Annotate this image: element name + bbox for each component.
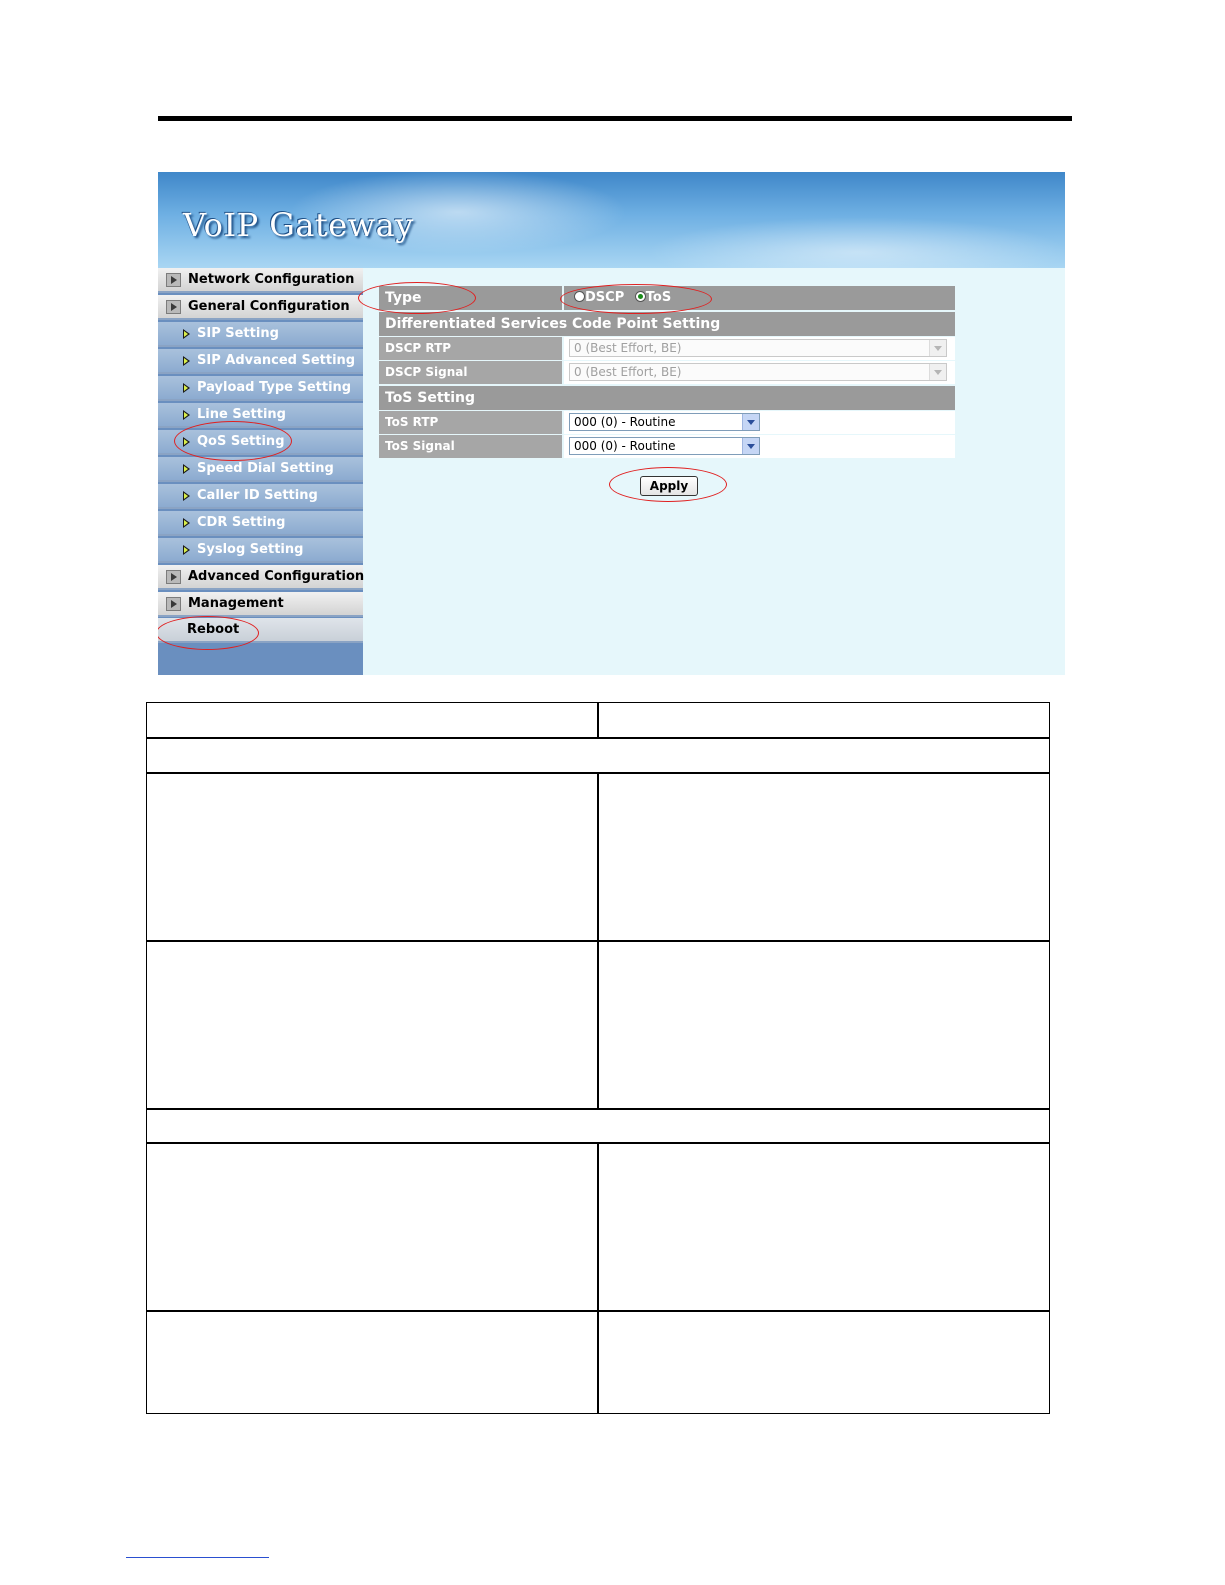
sidebar xyxy=(158,268,363,675)
tos-signal-select[interactable]: 000 (0) - Routine xyxy=(569,437,760,455)
description-table xyxy=(146,702,1050,1414)
sidebar-item-advanced-configuration[interactable] xyxy=(158,565,363,590)
sidebar-item-general-configuration[interactable] xyxy=(158,295,363,320)
sidebar-item-line-setting[interactable] xyxy=(158,403,363,428)
table-row-divider xyxy=(147,737,1049,739)
expand-arrow-icon xyxy=(166,597,181,611)
sidebar-item-label: SIP Advanced Setting xyxy=(197,353,356,368)
sidebar-item-label: Payload Type Setting xyxy=(197,380,352,395)
sidebar-item-payload-type-setting[interactable] xyxy=(158,376,363,401)
expand-arrow-icon xyxy=(166,300,181,314)
dscp-rtp-select[interactable]: 0 (Best Effort, BE) xyxy=(569,339,947,357)
tos-rtp-label: ToS RTP xyxy=(379,411,562,434)
tos-rtp-select[interactable]: 000 (0) - Routine xyxy=(569,413,760,431)
sidebar-item-caller-id-setting[interactable] xyxy=(158,484,363,509)
bullet-arrow-icon xyxy=(183,491,190,501)
dscp-signal-row xyxy=(379,361,955,384)
bullet-arrow-icon xyxy=(183,518,190,528)
dscp-rtp-row xyxy=(379,337,955,360)
bullet-arrow-icon xyxy=(183,464,190,474)
table-column-divider xyxy=(597,1142,599,1413)
sidebar-item-label: Speed Dial Setting xyxy=(197,461,334,476)
radio-on-icon xyxy=(635,291,646,302)
chevron-down-icon xyxy=(742,414,759,430)
bullet-arrow-icon xyxy=(183,545,190,555)
tos-signal-label: ToS Signal xyxy=(379,435,562,458)
header-banner xyxy=(158,172,1065,268)
chevron-down-icon xyxy=(742,438,759,454)
sidebar-item-label: SIP Setting xyxy=(197,326,279,341)
sidebar-item-label: General Configuration xyxy=(188,299,350,314)
sidebar-item-network-configuration[interactable] xyxy=(158,268,363,293)
tos-signal-row xyxy=(379,435,955,458)
app-title: VoIP Gateway xyxy=(183,206,414,244)
dscp-radio[interactable]: DSCP xyxy=(574,290,624,305)
sidebar-item-label: Line Setting xyxy=(197,407,286,422)
sidebar-item-syslog-setting[interactable] xyxy=(158,538,363,563)
sidebar-item-label: Management xyxy=(188,596,284,611)
type-radio-group xyxy=(564,286,955,310)
expand-arrow-icon xyxy=(166,570,181,584)
bullet-arrow-icon xyxy=(183,383,190,393)
table-column-divider xyxy=(597,772,599,1109)
sidebar-item-sip-setting[interactable] xyxy=(158,322,363,347)
bullet-arrow-icon xyxy=(183,437,190,447)
radio-off-icon xyxy=(574,291,585,302)
sidebar-item-management[interactable] xyxy=(158,592,363,617)
sidebar-item-label: CDR Setting xyxy=(197,515,286,530)
table-column-divider xyxy=(597,703,599,737)
sidebar-item-label: Network Configuration xyxy=(188,272,355,287)
dscp-signal-label: DSCP Signal xyxy=(379,361,562,384)
sidebar-item-cdr-setting[interactable] xyxy=(158,511,363,536)
bullet-arrow-icon xyxy=(183,356,190,366)
sidebar-item-label: Caller ID Setting xyxy=(197,488,318,503)
footer-link-underline xyxy=(126,1557,269,1558)
chevron-down-icon xyxy=(929,364,946,380)
expand-arrow-icon xyxy=(166,273,181,287)
top-rule xyxy=(158,116,1072,121)
dscp-section-header: Differentiated Services Code Point Setting xyxy=(379,312,955,336)
bullet-arrow-icon xyxy=(183,329,190,339)
type-label: Type xyxy=(379,286,562,310)
sidebar-item-label: Advanced Configuration xyxy=(188,569,365,584)
apply-button[interactable]: Apply xyxy=(640,476,698,496)
sidebar-item-reboot[interactable] xyxy=(158,618,363,643)
sidebar-item-label: QoS Setting xyxy=(197,434,285,449)
sidebar-item-label: Syslog Setting xyxy=(197,542,304,557)
dscp-rtp-label: DSCP RTP xyxy=(379,337,562,360)
sidebar-item-qos-setting[interactable] xyxy=(158,430,363,455)
tos-rtp-row xyxy=(379,411,955,434)
tos-section-header: ToS Setting xyxy=(379,386,955,410)
dscp-signal-select[interactable]: 0 (Best Effort, BE) xyxy=(569,363,947,381)
bullet-arrow-icon xyxy=(183,410,190,420)
sidebar-item-label: Reboot xyxy=(187,622,240,637)
chevron-down-icon xyxy=(929,340,946,356)
sidebar-item-sip-advanced-setting[interactable] xyxy=(158,349,363,374)
tos-radio[interactable]: ToS xyxy=(635,290,671,305)
sidebar-item-speed-dial-setting[interactable] xyxy=(158,457,363,482)
type-row xyxy=(379,286,955,310)
voip-gateway-screenshot xyxy=(158,172,1065,675)
